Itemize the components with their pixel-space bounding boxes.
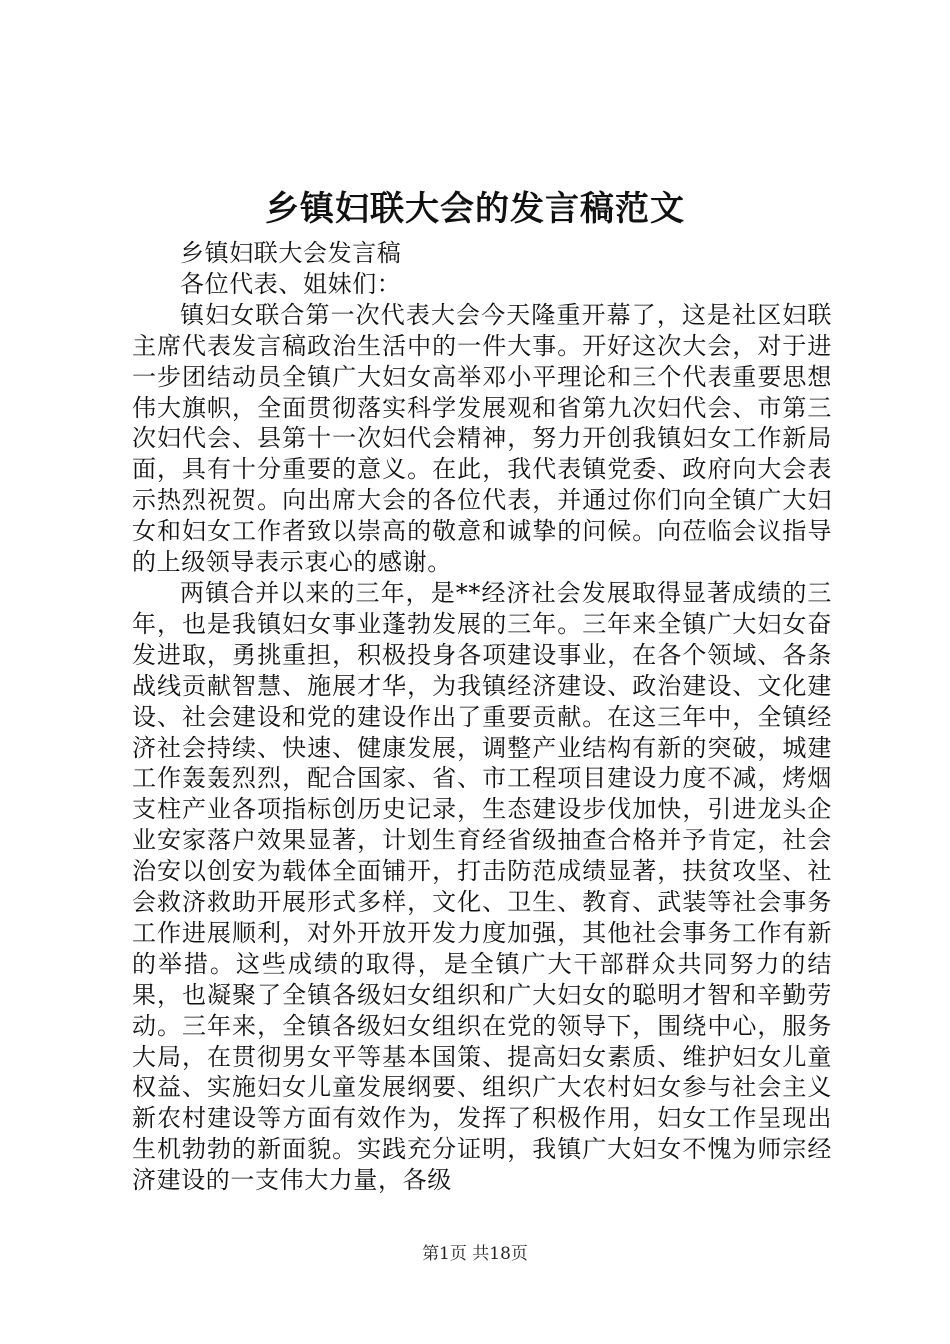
document-body [132,238,832,1196]
paragraph-subtitle: 乡镇妇联大会发言稿 [180,239,402,267]
paragraph-salutation: 各位代表、姐妹们： [180,269,402,298]
page-number-footer: 第1页 共18页 [422,1244,528,1264]
paragraph-opening: 镇妇女联合第一次代表大会今天隆重开幕了，这是社区妇联主席代表发言稿政治生活中的一件大事。开好这次大会，对于进一步团结动员全镇广大妇女高举邓小平理论和三个代表重要思想伟大旗帜，全面贯彻落实科学发展观和省第九次妇代会、市第三次妇代会、县第十一次妇代会精神，努力开创我镇妇女工作新局面，具有十分重要的意义。在此，我代表镇党委、政府向大会表示热烈祝贺。向出席大会的各位代表，并通过你们向全镇广大妇女和妇女工作者致以崇高的敬意和诚挚的问候。向莅临会议指导的上级领导表示衷心的感谢。 [132,300,832,577]
paragraph-achievements: 两镇合并以来的三年，是**经济社会发展取得显著成绩的三年，也是我镇妇女事业蓬勃发展的三年。三年来全镇广大妇女奋发进取，勇挑重担，积极投身各项建设事业，在各个领域、各条战线贡献智慧、施展才华，为我镇经济建设、政治建设、文化建设、社会建设和党的建设作出了重要贡献。在这三年中，全镇经济社会持续、快速、健康发展，调整产业结构有新的突破，城建工作轰轰烈烈，配合国家、省、市工程项目建设力度不减，烤烟支柱产业各项指标创历史记录，生态建设步伐加快，引进龙头企业安家落户效果显著，计划生育经省级抽查合格并予肯定，社会治安以创安为载体全面铺开，打击防范成绩显著，扶贫攻坚、社会救济救助开展形式多样，文化、卫生、教育、武装等社会事务工作进展顺利，对外开放开发力度加强，其他社会事务工作有新的举措。这些成绩的取得，是全镇广大干部群众共同努力的结果，也凝聚了全镇各级妇女组织和广大妇女的聪明才智和辛勤劳动。三年来，全镇各级妇女组织在党的领导下，围绕中心，服务大局，在贯彻男女平等基本国策、提高妇女素质、维护妇女儿童权益、实施妇女儿童发展纲要、组织广大农村妇女参与社会主义新农村建设等方面有效作为，发挥了积极作用，妇女工作呈现出生机勃勃的新面貌。实践充分证明，我镇广大妇女不愧为师宗经济建设的一支伟大力量，各级 [132,578,832,1195]
document-title: 乡镇妇联大会的发言稿范文 [265,189,685,229]
